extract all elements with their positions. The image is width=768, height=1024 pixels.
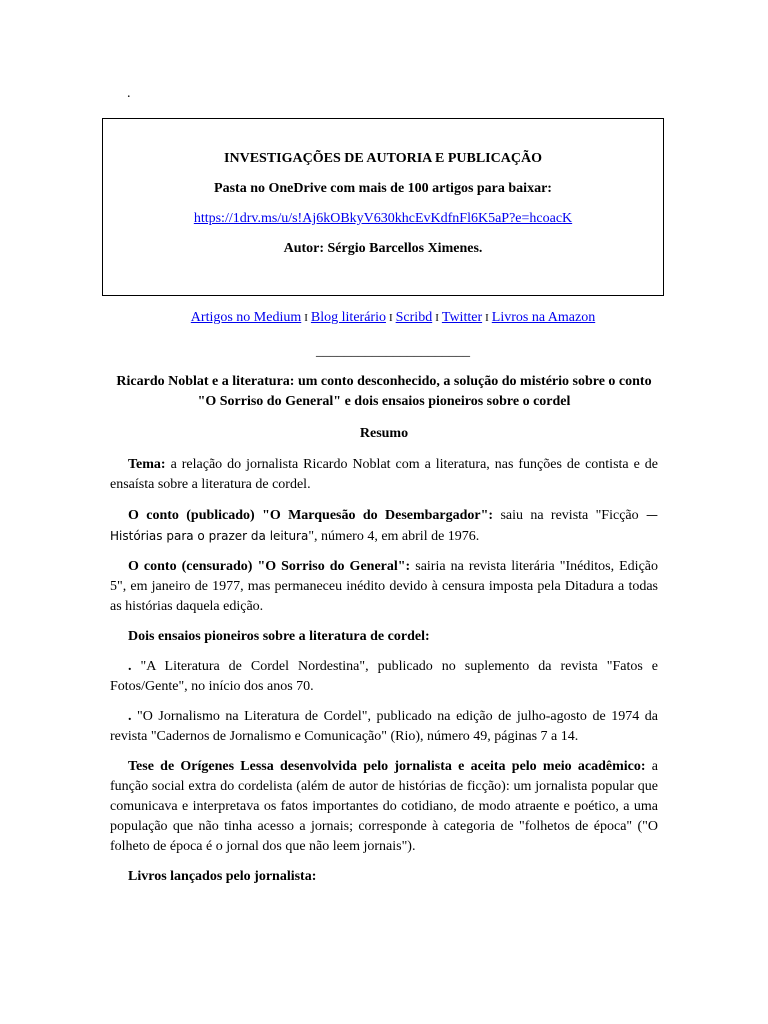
onedrive-caption: Pasta no OneDrive com mais de 100 artigos para baixar: <box>214 181 552 196</box>
theme-paragraph <box>110 455 658 495</box>
theme-text: a relação do jornalista Ricardo Noblat com a literatura, nas funções de contista e de ensaísta sobre a literatura de cordel. <box>110 457 658 492</box>
essays-heading <box>110 627 658 647</box>
link-separator: I <box>435 312 439 324</box>
header-title: INVESTIGAÇÕES DE AUTORIA E PUBLICAÇÃO <box>224 151 542 166</box>
link-separator: I <box>388 312 393 324</box>
published-story-text: saiu na revista "Ficção <box>493 508 646 523</box>
theme-label: Tema: <box>128 457 166 472</box>
published-story-date: ", número 4, em abril de 1976. <box>308 529 480 544</box>
essay-2-text: "O Jornalismo na Literatura de Cordel", publicado na edição de julho-agosto de 1974 da revista "Cadernos de Jornalismo e Comunicação" (Rio), número 49, páginas 7 a 14. <box>110 709 658 744</box>
header-box <box>102 118 664 296</box>
books-heading <box>110 867 658 887</box>
essay-item-2 <box>110 707 658 747</box>
thesis-text: a função social extra do cordelista (além de autor de histórias de ficção): um jornalista popular que comunicava e interpretava os fatos importantes do cotidiano, de modo atraente e poético, a uma população que não tinha acesso a jornais; corresponde à categoria de "folhetos de época" ("O folheto de época é o jornal dos que não leem jornais"). <box>110 759 658 854</box>
essay-1-text: "A Literatura de Cordel Nordestina", publicado no suplemento da revista "Fatos e Fotos/Gente", no início dos anos 70. <box>110 659 658 694</box>
stray-dot: . <box>127 86 131 101</box>
books-label: Livros lançados pelo jornalista: <box>128 869 317 884</box>
twitter-link[interactable]: Twitter <box>441 310 483 325</box>
blog-link[interactable]: Blog literário <box>310 310 386 325</box>
thesis-paragraph <box>110 757 658 857</box>
bullet-dot: . <box>128 659 132 674</box>
link-separator: I <box>304 312 308 324</box>
essays-label: Dois ensaios pioneiros sobre a literatura de cordel: <box>128 629 430 644</box>
censored-story-label: O conto (censurado) "O Sorriso do General": <box>128 559 411 574</box>
onedrive-link[interactable]: https://1drv.ms/u/s!Aj6kOBkyV630khcEvKdfnFl6K5aP?e=hcoacK <box>193 211 573 226</box>
link-separator: I <box>485 312 489 324</box>
published-story-label: O conto (publicado) "O Marquesão do Desembargador": <box>128 508 494 523</box>
divider-line: ______________________ <box>316 344 470 359</box>
amazon-link[interactable]: Livros na Amazon <box>491 310 596 325</box>
social-links <box>0 308 768 328</box>
censored-story-paragraph <box>110 557 658 617</box>
scribd-link[interactable]: Scribd <box>395 310 433 325</box>
censored-story-text: sairia na revista literária "Inéditos, Edição 5", em janeiro de 1977, mas permaneceu inédito devido à censura imposta pela Ditadura a todas as histórias daquela edição. <box>110 559 658 614</box>
published-story-paragraph <box>110 505 658 547</box>
summary-heading: Resumo <box>359 426 409 441</box>
author-line: Autor: Sérgio Barcellos Ximenes. <box>283 241 483 256</box>
thesis-label: Tese de Orígenes Lessa desenvolvida pelo jornalista e aceita pelo meio acadêmico: <box>128 759 646 774</box>
bullet-dot: . <box>128 709 132 724</box>
article-body <box>110 372 658 897</box>
magazine-subtitle: — Histórias para o prazer da leitura <box>110 508 658 543</box>
essay-item-1 <box>110 657 658 697</box>
medium-link[interactable]: Artigos no Medium <box>190 310 302 325</box>
article-title: Ricardo Noblat e a literatura: um conto desconhecido, a solução do mistério sobre o conto "O Sorriso do General" e dois ensaios pioneiros sobre o cordel <box>116 374 652 409</box>
